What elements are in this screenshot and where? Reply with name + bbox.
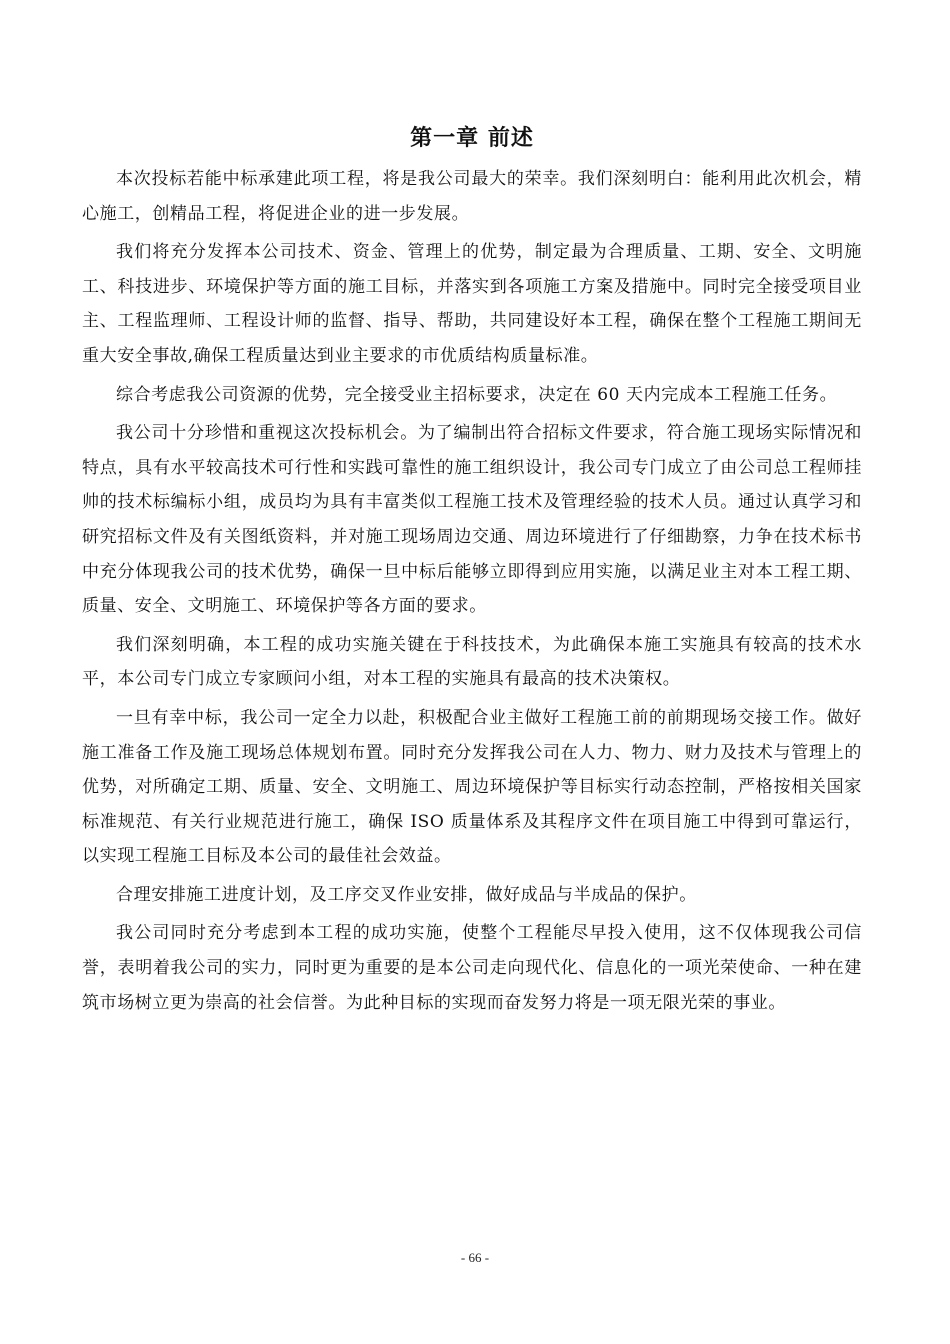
paragraph-3: 综合考虑我公司资源的优势，完全接受业主招标要求，决定在 60 天内完成本工程施工任务。 (116, 384, 838, 405)
paragraph-6: 一旦有幸中标，我公司一定全力以赴，积极配合业主做好工程施工前的前期现场交接工作。做好施工准备工作及施工现场总体规划布置。同时充分发挥我公司在人力、物力、财力及技术与管理上的优势，对所确定工期、质量、安全、文明施工、周边环境保护等目标实行动态控制，严格按相关国家标准规范、有关行业规范进行施工，确保 ISO 质量体系及其程序文件在项目施工中得到可靠运行，以实现工程施工目标及本公司的最佳社会效益。 (82, 707, 862, 867)
paragraph-7: 合理安排施工进度计划，及工序交叉作业安排，做好成品与半成品的保护。 (116, 884, 697, 905)
page-number: - 66 - (460, 1250, 490, 1265)
paragraph-5: 我们深刻明确，本工程的成功实施关键在于科技技术，为此确保本施工实施具有较高的技术水平，本公司专门成立专家顾问小组，对本工程的实施具有最高的技术决策权。 (82, 634, 862, 690)
chapter-title: 第一章 前述 (410, 125, 534, 151)
paragraph-2: 我们将充分发挥本公司技术、资金、管理上的优势，制定最为合理质量、工期、安全、文明施工、科技进步、环境保护等方面的施工目标，并落实到各项施工方案及措施中。同时完全接受项目业主、工程监理师、工程设计师的监督、指导、帮助，共同建设好本工程，确保在整个工程施工期间无重大安全事故,确保工程质量达到业主要求的市优质结构质量标准。 (82, 242, 862, 366)
document-page (82, 118, 862, 1024)
paragraph-1: 本次投标若能中标承建此项工程，将是我公司最大的荣幸。我们深刻明白：能利用此次机会，精心施工，创精品工程，将促进企业的进一步发展。 (82, 169, 862, 224)
paragraph-4: 我公司十分珍惜和重视这次投标机会。为了编制出符合招标文件要求，符合施工现场实际情况和特点，具有水平较高技术可行性和实践可靠性的施工组织设计，我公司专门成立了由公司总工程师挂帅的技术标编标小组，成员均为具有丰富类似工程施工技术及管理经验的技术人员。通过认真学习和研究招标文件及有关图纸资料，并对施工现场周边交通、周边环境进行了仔细勘察，力争在技术标书中充分体现我公司的技术优势，确保一旦中标后能够立即得到应用实施，以满足业主对本工程工期、质量、安全、文明施工、环境保护等各方面的要求。 (82, 423, 862, 617)
paragraph-8: 我公司同时充分考虑到本工程的成功实施，使整个工程能尽早投入使用，这不仅体现我公司信誉，表明着我公司的实力，同时更为重要的是本公司走向现代化、信息化的一项光荣使命、一种在建筑市场树立更为崇高的社会信誉。为此种目标的实现而奋发努力将是一项无限光荣的事业。 (82, 923, 862, 1013)
